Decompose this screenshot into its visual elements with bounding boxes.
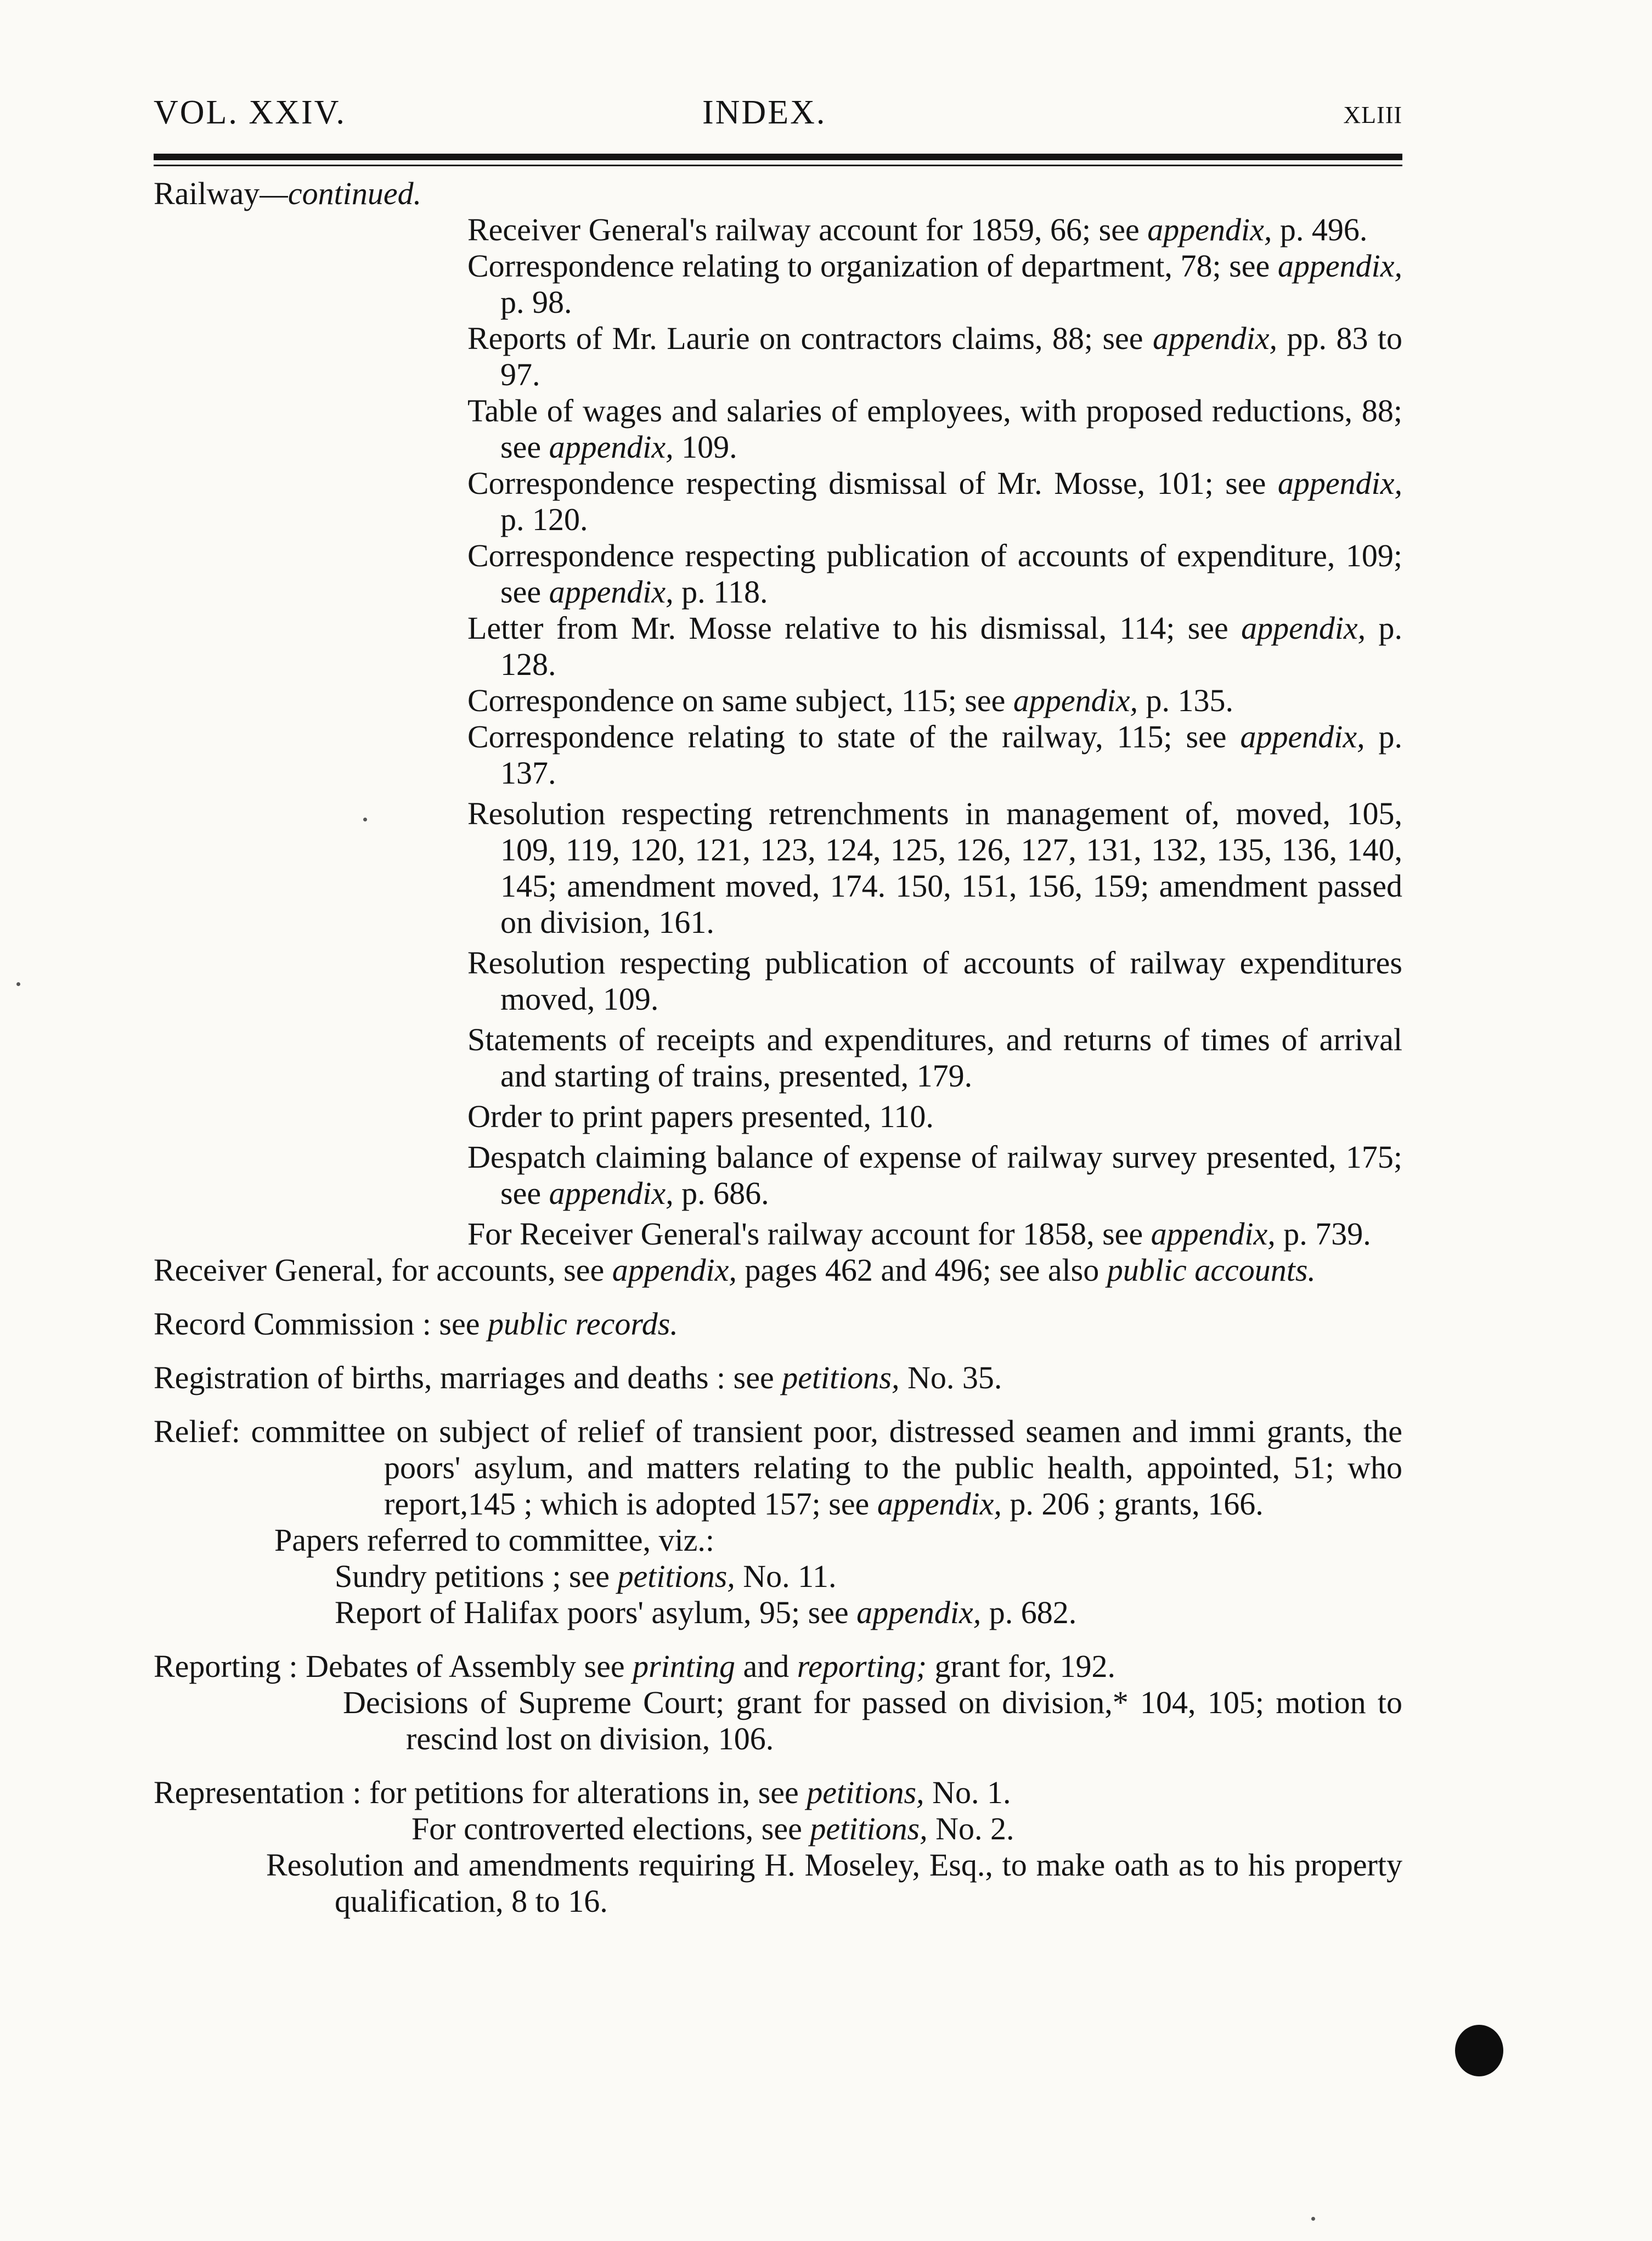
entry-ref: appendix,	[1240, 719, 1365, 754]
paper-speck	[1311, 2217, 1315, 2221]
entry-ref: appendix,	[1147, 212, 1272, 247]
entry-text: p. 686.	[673, 1175, 769, 1211]
entry-ref: printing	[633, 1648, 735, 1684]
entry-text: Reporting : Debates of Assembly see	[154, 1648, 633, 1684]
entry-text: p. 137.	[500, 719, 1402, 791]
railway-subentry	[154, 1099, 1402, 1135]
entry-text: Correspondence relating to organization of department, 78; see	[467, 248, 1278, 284]
entry-text: Reports of Mr. Laurie on contractors claims, 88; see	[467, 320, 1153, 356]
entry-text: p. 682.	[981, 1595, 1077, 1630]
representation-subentry: Resolution and amendments requiring H. Moseley, Esq., to make oath as to his property qualification, 8 to 16.	[266, 1847, 1402, 1919]
railway-subentry	[154, 796, 1402, 941]
entry-text: Correspondence relating to state of the railway, 115; see	[467, 719, 1241, 754]
entry-text: grant for, 192.	[927, 1648, 1115, 1684]
railway-subentry	[154, 683, 1402, 719]
entry-text: Relief: committee on subject of relief of transient poor, distressed seamen and immi grants, the poors' asylum, and matters relating to the public health, appointed, 51; who report,145 ; which is adopted 157; see	[154, 1414, 1402, 1522]
entry-text: 109.	[673, 429, 737, 465]
railway-subentry	[154, 248, 1402, 320]
entry-ref: appendix,	[1277, 248, 1402, 284]
railway-subentry	[154, 465, 1402, 538]
entry-text: Statements of receipts and expenditures, and returns of times of arrival and starting of trains, presented, 179.	[467, 1022, 1402, 1094]
entry-text: For Receiver General's railway account for 1858, see	[467, 1216, 1151, 1252]
entry-ref: appendix,	[1241, 610, 1366, 646]
entry-text: Order to print papers presented, 110.	[467, 1099, 934, 1134]
entry-text: p. 739.	[1275, 1216, 1371, 1252]
entry-heading: Railway	[154, 176, 260, 211]
entry-text: For controverted elections, see	[411, 1811, 810, 1846]
entry-text: pages 462 and 496; see also	[736, 1252, 1107, 1288]
railway-subentry	[154, 945, 1402, 1017]
entry-text: p. 128.	[500, 610, 1402, 682]
entry-ref: appendix,	[1151, 1216, 1276, 1252]
entry-text: Sundry petitions ; see	[335, 1558, 618, 1594]
entry-text: Correspondence respecting dismissal of Mr. Mosse, 101; see	[467, 465, 1278, 501]
entry-receiver-general	[154, 1252, 1402, 1288]
entry-ref: public accounts.	[1107, 1252, 1316, 1288]
entry-text: Representation : for petitions for alterations in, see	[154, 1775, 807, 1810]
entry-text: Registration of births, marriages and deaths : see	[154, 1360, 782, 1395]
entry-ref: petitions,	[810, 1811, 928, 1846]
railway-subentry	[154, 719, 1402, 791]
entry-text: Receiver General, for accounts, see	[154, 1252, 612, 1288]
paper-speck	[16, 982, 20, 986]
entry-text: Record Commission : see	[154, 1306, 488, 1342]
ink-blot	[1455, 2025, 1503, 2076]
railway-subentry	[154, 538, 1402, 610]
entry-ref: appendix,	[549, 574, 674, 610]
entry-ref: appendix,	[856, 1595, 982, 1630]
page-title: INDEX.	[702, 94, 827, 131]
entry-text: p. 98.	[500, 284, 572, 320]
railway-subentries	[154, 212, 1402, 1252]
entry-representation	[154, 1775, 1402, 1811]
entry-text: p. 120.	[500, 502, 588, 537]
paper-speck	[363, 818, 367, 821]
entry-reporting	[154, 1648, 1402, 1685]
entry-text: No. 11.	[735, 1558, 837, 1594]
entry-ref: appendix,	[549, 429, 674, 465]
railway-subentry	[154, 610, 1402, 683]
page-header	[154, 93, 1402, 143]
continued-label: —continued.	[260, 176, 422, 211]
railway-subentry	[154, 320, 1402, 393]
header-rule-thick	[154, 154, 1402, 160]
railway-subentry	[154, 212, 1402, 248]
entry-text: Receiver General's railway account for 1859, 66; see	[467, 212, 1148, 247]
railway-subentry	[154, 1022, 1402, 1094]
entry-ref: petitions,	[617, 1558, 735, 1594]
relief-papers-label: Papers referred to committee, viz.:	[274, 1522, 715, 1558]
entry-ref: appendix,	[1013, 683, 1138, 718]
entry-ref: appendix,	[612, 1252, 737, 1288]
entry-ref: petitions,	[782, 1360, 900, 1395]
entry-railway-heading	[154, 176, 1402, 212]
entry-ref: appendix,	[549, 1175, 674, 1211]
entry-text: p. 206 ; grants, 166.	[1001, 1486, 1264, 1522]
volume-label: VOL. XXIV.	[154, 94, 346, 131]
entry-record-commission	[154, 1306, 1402, 1342]
entry-text: No. 2.	[927, 1811, 1014, 1846]
railway-subentry	[154, 1216, 1402, 1252]
entry-text: p. 496.	[1272, 212, 1368, 247]
entry-text: Correspondence on same subject, 115; see	[467, 683, 1013, 718]
entry-text: Resolution respecting retrenchments in management of, moved, 105, 109, 119, 120, 121, 123, 124, 125, 126, 127, 131, 132, 135, 136, 140, 145; amendment moved, 174. 150, 151, 156, 159; amendment passed on division, 161.	[467, 796, 1402, 940]
entry-ref: public records.	[487, 1306, 678, 1342]
entry-ref: appendix,	[1277, 465, 1402, 501]
entry-ref: reporting;	[797, 1648, 927, 1684]
entry-ref: petitions,	[807, 1775, 924, 1810]
entry-text: pp. 83 to 97.	[500, 320, 1402, 392]
entry-text: No. 35.	[899, 1360, 1002, 1395]
page-number: XLIII	[1343, 102, 1402, 128]
relief-subentry	[154, 1558, 1402, 1595]
reporting-subentry: Decisions of Supreme Court; grant for passed on division,* 104, 105; motion to rescind lost on division, 106.	[343, 1685, 1402, 1756]
entry-text: and	[735, 1648, 797, 1684]
entry-text: p. 135.	[1137, 683, 1233, 718]
entry-text: Resolution respecting publication of accounts of railway expenditures moved, 109.	[467, 945, 1402, 1017]
entry-text: p. 118.	[673, 574, 768, 610]
railway-subentry	[154, 1139, 1402, 1212]
railway-subentry	[154, 393, 1402, 465]
index-body	[154, 176, 1402, 1919]
entry-ref: appendix,	[1152, 320, 1278, 356]
entry-relief	[154, 1414, 1402, 1522]
entry-registration	[154, 1360, 1402, 1396]
representation-subentry	[154, 1811, 1402, 1847]
entry-text: Table of wages and salaries of employees, with proposed reductions, 88; see	[467, 393, 1402, 465]
relief-subentry	[154, 1595, 1402, 1631]
header-rule-thin	[154, 165, 1402, 166]
entry-text: Correspondence respecting publication of accounts of expenditure, 109; see	[467, 538, 1402, 610]
entry-text: No. 1.	[924, 1775, 1011, 1810]
entry-text: Letter from Mr. Mosse relative to his dismissal, 114; see	[467, 610, 1242, 646]
entry-text: Despatch claiming balance of expense of railway survey presented, 175; see	[467, 1139, 1402, 1211]
entry-text: Report of Halifax poors' asylum, 95; see	[335, 1595, 857, 1630]
entry-ref: appendix,	[877, 1486, 1002, 1522]
